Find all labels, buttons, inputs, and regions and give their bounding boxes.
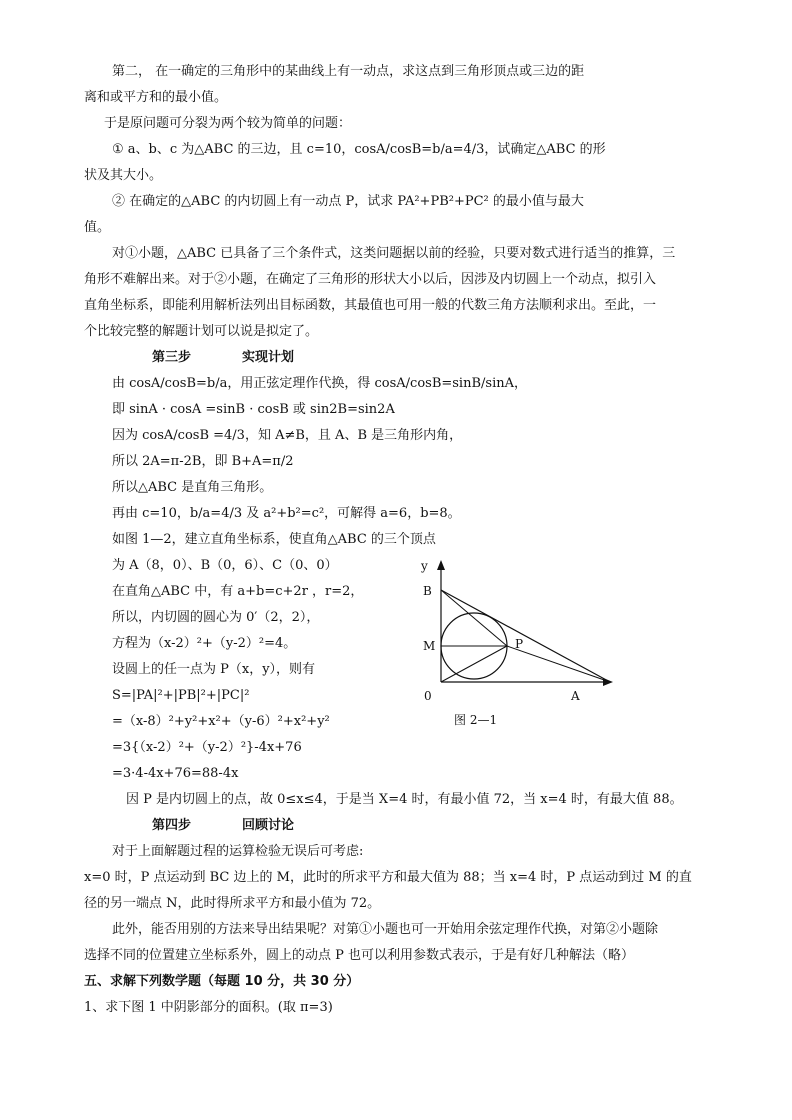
- figure-caption: 图 2—1: [454, 713, 498, 727]
- calc-line: 设圆上的任一点为 P（x，y），则有: [112, 662, 316, 677]
- label-y: y: [421, 559, 428, 573]
- step3-label: 第三步: [152, 350, 192, 365]
- calc-line: 因为 cosA/cosB =4/3，知 A≠B，且 A、B 是三角形内角，: [112, 428, 463, 443]
- step4-label: 第四步: [152, 818, 192, 833]
- para1-line2: 离和或平方和的最小值。: [84, 90, 228, 105]
- review-line5: 选择不同的位置建立坐标系外，圆上的动点 P 也可以利用参数式表示，于是有好几种解法（略）: [84, 948, 635, 963]
- calc-line: =（x-8）²+y²+x²+（y-6）²+x²+y²: [112, 714, 330, 729]
- step3-title: 实现计划: [242, 350, 295, 365]
- para2: 于是原问题可分裂为两个较为简单的问题：: [104, 116, 352, 131]
- review-line1: 对于上面解题过程的运算检验无误后可考虑:: [112, 844, 364, 859]
- calc-line: 方程为（x-2）²+（y-2）²=4。: [112, 636, 297, 651]
- problem2-line1: ② 在确定的△ABC 的内切圆上有一动点 P，试求 PA²+PB²+PC² 的最小值与最大: [112, 194, 584, 209]
- label-p: P: [515, 637, 524, 651]
- calc-line: =3·4-4x+76=88-4x: [112, 766, 239, 781]
- para3-line2: 角形不难解出来。对于②小题，在确定了三角形的形状大小以后，因涉及内切圆上一个动点，拟引入: [84, 272, 657, 287]
- label-a: A: [571, 689, 580, 703]
- y-axis-arrow-icon: [437, 560, 445, 570]
- para1-line1: 第二， 在一确定的三角形中的某曲线上有一动点，求这点到三角形顶点或三边的距: [112, 64, 585, 79]
- segment-bp: [441, 590, 507, 646]
- calc-line: 即 sinA · cosA =sinB · cosB 或 sin2B=sin2A: [112, 402, 395, 417]
- para3-line4: 个比较完整的解题计划可以说是拟定了。: [84, 324, 319, 339]
- label-b: B: [423, 584, 432, 598]
- calc-line: =3{（x-2）²+（y-2）²}-4x+76: [112, 740, 302, 755]
- calc-line: 所以△ABC 是直角三角形。: [112, 480, 273, 495]
- calc-line: 再由 c=10，b/a=4/3 及 a²+b²=c²，可解得 a=6，b=8。: [112, 506, 461, 521]
- para3-line1: 对①小题，△ABC 已具备了三个条件式，这类问题据以前的经验，只要对数式进行适当的推算，三: [112, 246, 676, 261]
- calc-line: 所以，内切圆的圆心为 0′（2，2），: [112, 610, 320, 625]
- problem2-line2: 值。: [84, 220, 111, 235]
- review-line3: 径的另一端点 N，此时得所求平方和最小值为 72。: [84, 896, 381, 911]
- calc-line: 如图 1—2，建立直角坐标系，使直角△ABC 的三个顶点: [112, 532, 436, 547]
- calc-line: 为 A（8，0）、B（0，6）、C（0、0）: [112, 558, 338, 573]
- segment-pa: [507, 646, 610, 682]
- review-line2: x=0 时，P 点运动到 BC 边上的 M，此时的所求平方和最大值为 88；当 x=4 时，P 点运动到过 M 的直: [84, 870, 692, 885]
- problem1-line2: 状及其大小。: [84, 168, 163, 183]
- segment-cp: [441, 646, 507, 682]
- conclusion: 因 P 是内切圆上的点，故 0≤x≤4，于是当 X=4 时，有最小值 72，当 x=4 时，有最大值 88。: [126, 792, 683, 807]
- question1: 1、求下图 1 中阴影部分的面积。(取 π=3): [84, 1000, 333, 1015]
- step4-title: 回顾讨论: [242, 818, 295, 833]
- calc-line: 所以 2A=π-2B，即 B+A=π/2: [112, 454, 294, 469]
- para3-line3: 直角坐标系，即能利用解析法列出目标函数，其最值也可用一般的代数三角方法顺利求出。至此，一: [84, 298, 657, 313]
- calc-line: 在直角△ABC 中，有 a+b=c+2r ，r=2，: [112, 584, 364, 599]
- problem1-line1: ① a、b、c 为△ABC 的三边，且 c=10，cosA/cosB=b/a=4/3，试确定△ABC 的形: [112, 142, 606, 157]
- calc-line: 由 cosA/cosB=b/a，用正弦定理作代换，得 cosA/cosB=sinB/sinA，: [112, 376, 527, 391]
- review-line4: 此外，能否用别的方法来导出结果呢？对第①小题也可一开始用余弦定理作代换，对第②小题除: [112, 922, 659, 937]
- label-o: 0: [424, 689, 432, 703]
- label-m: M: [423, 639, 436, 653]
- triangle-figure: [410, 552, 630, 732]
- calc-line: S=|PA|²+|PB|²+|PC|²: [112, 688, 250, 703]
- section5-heading: 五、求解下列数学题（每题 10 分，共 30 分）: [84, 974, 360, 989]
